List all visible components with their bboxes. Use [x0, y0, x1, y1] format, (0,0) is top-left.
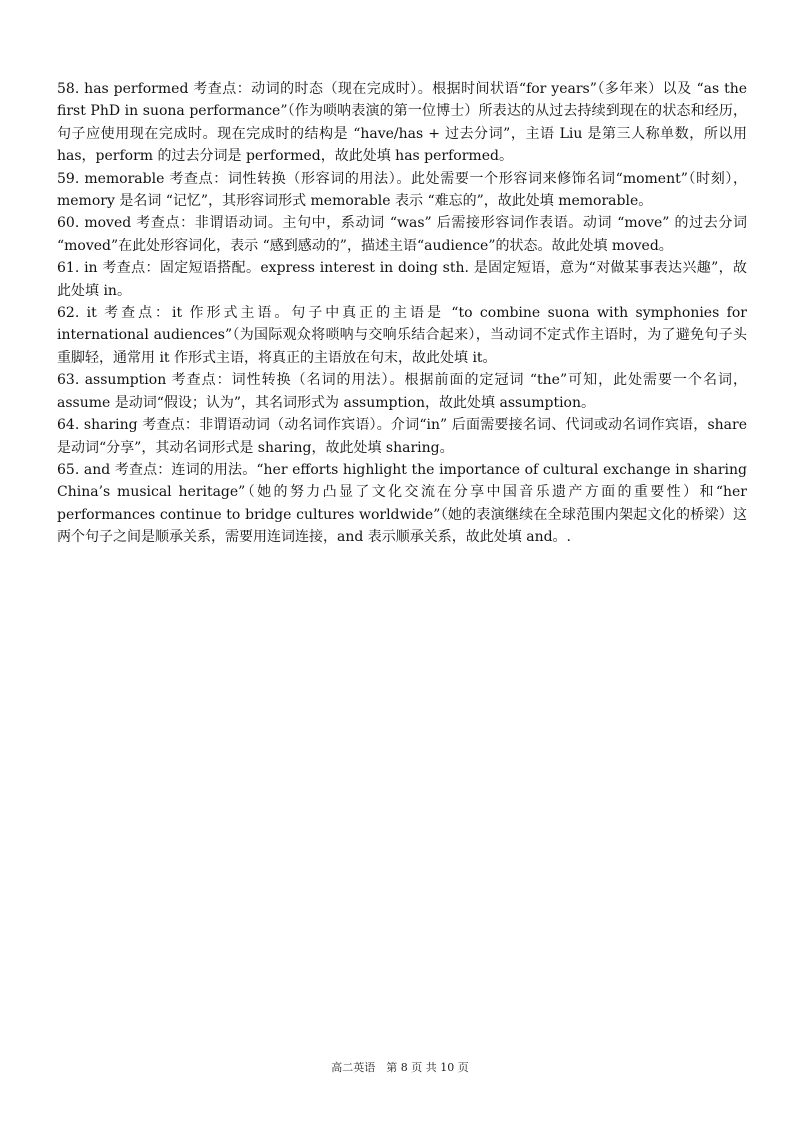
page-footer: 高二英语 第 8 页 共 10 页: [331, 1061, 469, 1074]
answer-item-65: 65. and 考查点：连词的用法。“her efforts highlight the importance of cultural exchange in sharing China’s musical heritage”（她的努力凸显了文化交流在分享中国音乐遗产方面的重要性）和“her performances continue to bridge cultures worldwide”（她的表演继续在全球范围内架起文化的桥梁）这两个句子之间是顺承关系，需要用连词连接，and 表示顺承关系，故此处填 and。.: [57, 461, 747, 546]
answer-item-62: 62. it 考查点：it 作形式主语。句子中真正的主语是 “to combine suona with symphonies for international audiences”（为国际观众将唢呐与交响乐结合起来），当动词不定式作主语时，为了避免句子头重脚轻，通常用 it 作形式主语，将真正的主语放在句末，故此处填 it。: [57, 305, 747, 366]
answer-item-64: 64. sharing 考查点：非谓语动词（动名词作宾语）。介词“in” 后面需要接名词、代词或动名词作宾语，share 是动词“分享”，其动名词形式是 sharing，故此处填 sharing。: [57, 417, 747, 456]
answer-item-59: 59. memorable 考查点：词性转换（形容词的用法）。此处需要一个形容词来修饰名词“moment”（时刻），memory 是名词 “记忆”，其形容词形式 memorable 表示 “难忘的”，故此处填 memorable。: [57, 170, 747, 210]
answer-item-60: 60. moved 考查点：非谓语动词。主句中，系动词 “was” 后需接形容词作表语。动词 “move” 的过去分词 “moved”在此处形容词化，表示 “感到感动的”，描述主语“audience”的状态。故此处填 moved。: [57, 215, 747, 254]
answer-item-61: 61. in 考查点：固定短语搭配。express interest in doing sth. 是固定短语，意为“对做某事表达兴趣”，故此处填 in。: [57, 260, 747, 299]
answer-explanations: [57, 78, 747, 549]
answer-item-63: 63. assumption 考查点：词性转换（名词的用法）。根据前面的定冠词 “the”可知，此处需要一个名词，assume 是动词“假设；认为”，其名词形式为 assumption，故此处填 assumption。: [57, 372, 747, 411]
answer-item-58: 58. has performed 考查点：动词的时态（现在完成时）。根据时间状语“for years”（多年来）以及 “as the first PhD in suona performance”（作为唢呐表演的第一位博士）所表达的从过去持续到现在的状态和经历，句子应使用现在完成时。现在完成时的结构是 “have/has + 过去分词”，主语 Liu 是第三人称单数，所以用 has，perform 的过去分词是 performed，故此处填 has performed。: [57, 81, 747, 165]
